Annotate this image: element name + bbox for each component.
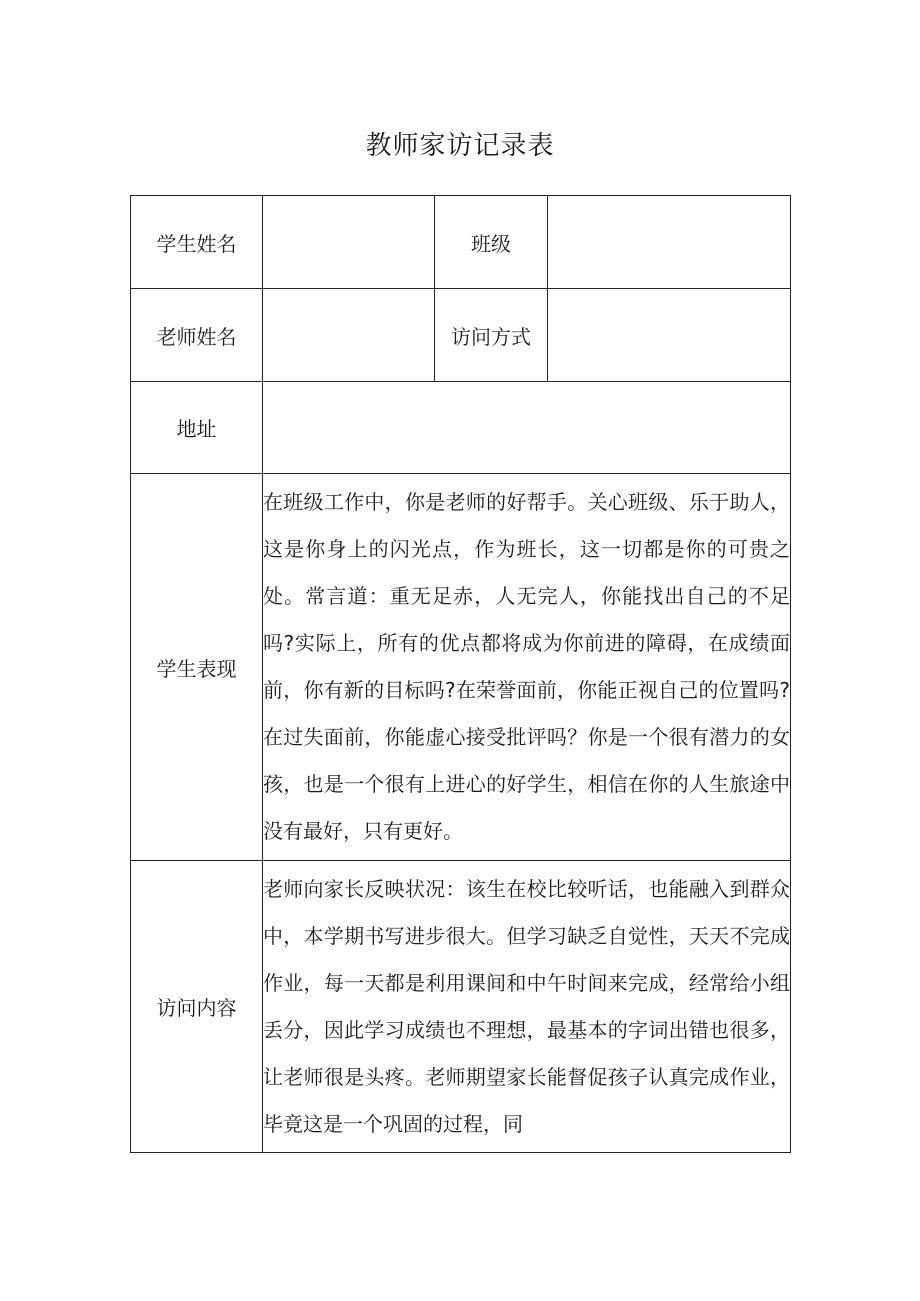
- address-label: 地址: [131, 382, 263, 474]
- teacher-name-label: 老师姓名: [131, 289, 263, 382]
- performance-label: 学生表现: [131, 474, 263, 861]
- visit-method-label: 访问方式: [435, 289, 548, 382]
- row-address: [131, 382, 791, 474]
- visit-content-text: 老师向家长反映状况：该生在校比较听话，也能融入到群众中，本学期书写进步很大。但学习缺乏自觉性，天天不完成作业，每一天都是利用课间和中午时间来完成，经常给小组丢分，因此学习成绩也不理想，最基本的字词出错也很多，让老师很是头疼。老师期望家长能督促孩子认真完成作业，毕竟这是一个巩固的过程，同: [263, 876, 790, 1136]
- student-name-field[interactable]: [263, 196, 435, 289]
- row-student-class: [131, 196, 791, 289]
- visit-method-field[interactable]: [548, 289, 791, 382]
- teacher-name-field[interactable]: [263, 289, 435, 382]
- row-performance: [131, 474, 791, 861]
- address-field[interactable]: [263, 382, 791, 474]
- class-field[interactable]: [548, 196, 791, 289]
- performance-text: 在班级工作中，你是老师的好帮手。关心班级、乐于助人，这是你身上的闪光点，作为班长，这一切都是你的可贵之处。常言道：重无足赤，人无完人，你能找出自己的不足吗?实际上，所有的优点都将成为你前进的障碍，在成绩面前，你有新的目标吗?在荣誉面前，你能正视自己的位置吗?在过失面前，你能虚心接受批评吗？你是一个很有潜力的女孩，也是一个很有上进心的好学生，相信在你的人生旅途中没有最好，只有更好。: [263, 490, 790, 843]
- performance-field[interactable]: [263, 474, 791, 861]
- visit-content-field[interactable]: [263, 861, 791, 1153]
- home-visit-record-table: [130, 195, 791, 1153]
- document-title: 教师家访记录表: [365, 131, 555, 161]
- class-label: 班级: [435, 196, 548, 289]
- row-teacher-method: [131, 289, 791, 382]
- row-visit-content: [131, 861, 791, 1153]
- visit-content-label: 访问内容: [131, 861, 263, 1153]
- student-name-label: 学生姓名: [131, 196, 263, 289]
